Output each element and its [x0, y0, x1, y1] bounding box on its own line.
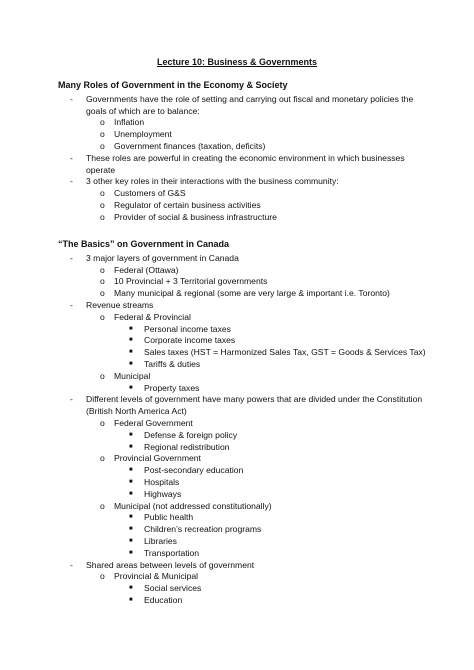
list-item-text: Municipal (not addressed constitutionally) — [114, 500, 272, 511]
list-item-text: 3 other key roles in their interactions with the business community: — [86, 176, 339, 187]
square-bullet-marker: ■ — [129, 337, 133, 344]
circle-bullet-marker: o — [100, 453, 105, 464]
circle-bullet-marker: o — [100, 417, 105, 428]
list-item — [58, 176, 430, 188]
circle-bullet-marker: o — [100, 571, 105, 582]
list-item-text: Defense & foreign policy — [144, 429, 238, 440]
list-item — [58, 276, 430, 288]
list-item-text: Personal income taxes — [144, 323, 231, 334]
dash-marker: - — [70, 152, 73, 163]
list-item — [58, 465, 430, 477]
square-bullet-marker: ■ — [129, 431, 133, 438]
list-item — [58, 512, 430, 524]
list-item — [58, 188, 430, 200]
section-roles-of-government — [58, 80, 430, 224]
list-item — [58, 253, 430, 265]
list-item — [58, 212, 430, 224]
list-item — [58, 324, 430, 336]
list-item — [58, 548, 430, 560]
list-item-text: 3 major layers of government in Canada — [86, 252, 239, 263]
list-item — [58, 347, 430, 359]
list-item — [58, 430, 430, 442]
list-item-text: Provincial & Municipal — [114, 571, 199, 582]
list-item — [58, 312, 430, 324]
list-item — [58, 117, 430, 129]
list-item — [58, 477, 430, 489]
circle-bullet-marker: o — [100, 288, 105, 299]
list-item-text: Revenue streams — [86, 299, 154, 310]
list-item-text: Libraries — [144, 535, 177, 546]
dash-marker: - — [70, 559, 73, 570]
list-item-text: 10 Provincial + 3 Territorial governments — [114, 276, 268, 287]
list-item — [58, 153, 430, 177]
circle-bullet-marker: o — [100, 500, 105, 511]
circle-bullet-marker: o — [100, 276, 105, 287]
list-item — [58, 129, 430, 141]
list-item-text: Sales taxes (HST = Harmonized Sales Tax, GST = Goods & Services Tax) — [144, 347, 426, 358]
dash-marker: - — [70, 176, 73, 187]
circle-bullet-marker: o — [100, 264, 105, 275]
lecture-title: Lecture 10: Business & Governments — [156, 57, 318, 67]
list-item-text: Regulator of certain business activities — [114, 199, 261, 210]
list-item-text: Shared areas between levels of government — [86, 559, 255, 570]
list-item-text: Federal Government — [114, 417, 193, 428]
list-item — [58, 94, 430, 118]
circle-bullet-marker: o — [100, 117, 105, 128]
circle-bullet-marker: o — [100, 140, 105, 151]
circle-bullet-marker: o — [100, 199, 105, 210]
square-bullet-marker: ■ — [129, 384, 133, 391]
list-item-text: Federal (Ottawa) — [114, 264, 179, 275]
square-bullet-marker: ■ — [129, 514, 133, 521]
dash-marker: - — [70, 394, 73, 405]
square-bullet-marker: ■ — [129, 360, 133, 367]
list-item-text: Provider of social & business infrastructure — [114, 211, 277, 222]
list-item — [58, 300, 430, 312]
list-item — [58, 265, 430, 277]
list-item — [58, 501, 430, 513]
list-item — [58, 141, 430, 153]
square-bullet-marker: ■ — [129, 478, 133, 485]
list-item — [58, 595, 430, 607]
square-bullet-marker: ■ — [129, 467, 133, 474]
circle-bullet-marker: o — [100, 129, 105, 140]
list-item-text: Federal & Provincial — [114, 311, 191, 322]
square-bullet-marker: ■ — [129, 549, 133, 556]
list-item-text: Corporate income taxes — [144, 335, 236, 346]
list-item-text: Government finances (taxation, deficits) — [114, 140, 266, 151]
section-government-basics — [58, 239, 430, 607]
list-item-text: Children’s recreation programs — [144, 524, 262, 535]
list-item — [58, 371, 430, 383]
list-item-text: Different levels of government have many powers that are divided under the Constitution (British North America Act) — [86, 394, 423, 417]
list-item-text: These roles are powerful in creating the economic environment in which businesses operate — [86, 152, 405, 175]
list-item — [58, 453, 430, 465]
dash-marker: - — [70, 252, 73, 263]
list-item-text: Tariffs & duties — [144, 358, 201, 369]
square-bullet-marker: ■ — [129, 596, 133, 603]
circle-bullet-marker: o — [100, 311, 105, 322]
list-item-text: Governments have the role of setting and carrying out fiscal and monetary policies the goals of which are to balance: — [86, 93, 414, 116]
list-item-text: Social services — [144, 583, 202, 594]
list-item — [58, 359, 430, 371]
list-item-text: Inflation — [114, 117, 145, 128]
list-item — [58, 200, 430, 212]
list-item — [58, 560, 430, 572]
list-item-text: Hospitals — [144, 476, 180, 487]
list-item — [58, 524, 430, 536]
list-item-text: Unemployment — [114, 129, 172, 140]
list-item — [58, 583, 430, 595]
square-bullet-marker: ■ — [129, 325, 133, 332]
list-item-text: Education — [144, 594, 183, 605]
list-item-text: Provincial Government — [114, 453, 201, 464]
list-item-text: Highways — [144, 488, 182, 499]
list-item — [58, 571, 430, 583]
list-item — [58, 383, 430, 395]
list-item — [58, 418, 430, 430]
circle-bullet-marker: o — [100, 370, 105, 381]
list-item-text: Regional redistribution — [144, 441, 230, 452]
list-item — [58, 335, 430, 347]
list-item — [58, 536, 430, 548]
dash-marker: - — [70, 299, 73, 310]
section-heading: Many Roles of Government in the Economy & Society — [58, 80, 288, 90]
square-bullet-marker: ■ — [129, 443, 133, 450]
section-heading: “The Basics” on Government in Canada — [58, 239, 230, 249]
list-item-text: Municipal — [114, 370, 151, 381]
list-item — [58, 394, 430, 418]
list-item-text: Property taxes — [144, 382, 200, 393]
square-bullet-marker: ■ — [129, 490, 133, 497]
circle-bullet-marker: o — [100, 211, 105, 222]
square-bullet-marker: ■ — [129, 537, 133, 544]
square-bullet-marker: ■ — [129, 585, 133, 592]
list-item — [58, 489, 430, 501]
list-item-text: Many municipal & regional (some are very large & important i.e. Toronto) — [114, 288, 390, 299]
square-bullet-marker: ■ — [129, 349, 133, 356]
circle-bullet-marker: o — [100, 188, 105, 199]
list-item-text: Post-secondary education — [144, 465, 244, 476]
dash-marker: - — [70, 93, 73, 104]
square-bullet-marker: ■ — [129, 526, 133, 533]
list-item — [58, 442, 430, 454]
list-item-text: Transportation — [144, 547, 200, 558]
list-item-text: Customers of G&S — [114, 188, 186, 199]
list-item-text: Public health — [144, 512, 194, 523]
list-item — [58, 288, 430, 300]
